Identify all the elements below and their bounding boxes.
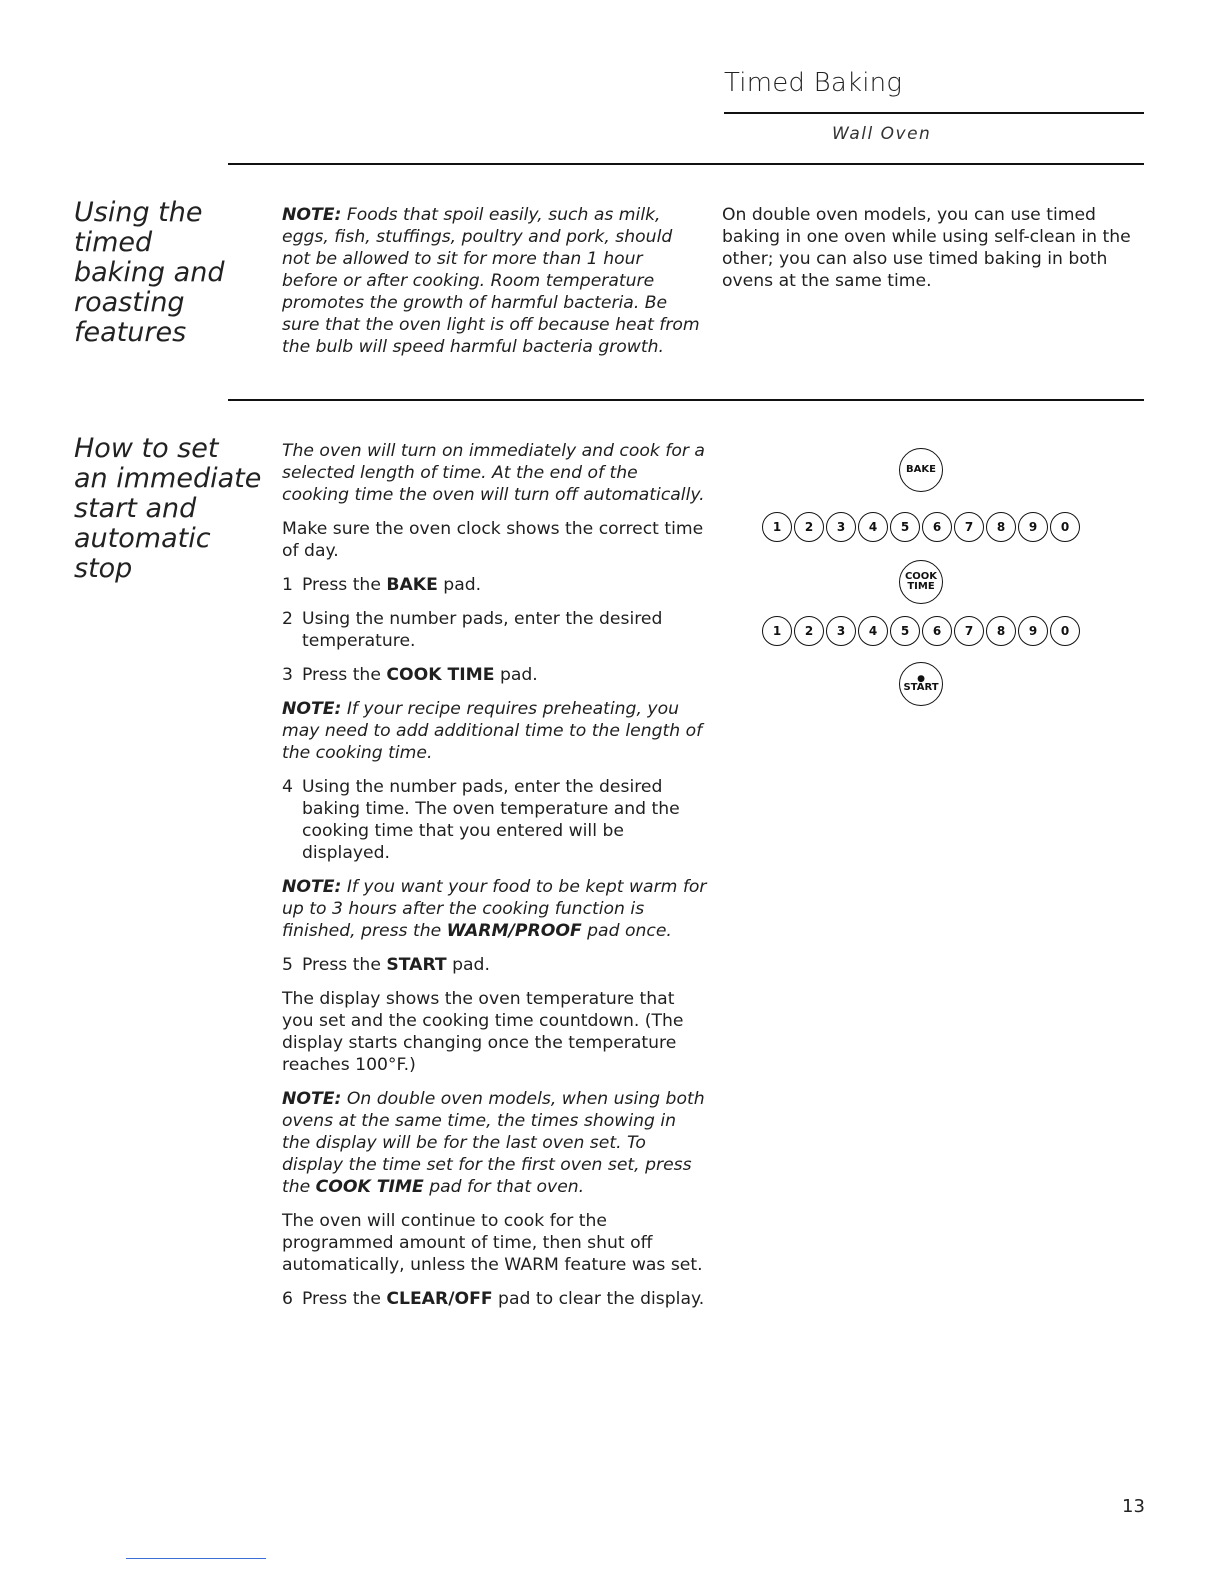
step-number: 2 [282,609,293,629]
note-label: NOTE: [282,877,342,897]
step-text: Using the number pads, enter the desired baking time. The oven temperature and the cooking time that you entered will be displayed. [302,777,680,863]
step-text: pad. [437,575,482,595]
cook-label: COOK [904,571,938,582]
section2-heading [74,434,261,584]
time-label: TIME [907,581,935,592]
heading-line: How to set [74,433,219,464]
number-pad-6: 6 [922,616,952,646]
number-pad-8: 8 [986,616,1016,646]
number-pad-9: 9 [1018,512,1048,542]
key-name: BAKE [386,575,438,595]
note-text: Foods that spoil easily, such as milk, eggs, fish, stuffings, poultry and pork, should not be allowed to sit for more than 1 hour before or after cooking. Room temperature promotes the growth of harmful bacteria. Be sure that the oven light is off because heat from the bulb will speed harmful bacteria growth. [282,205,700,357]
start-dot-icon: ● [917,674,925,684]
step-text: pad. [494,665,538,685]
number-pad-0: 0 [1050,616,1080,646]
instructions [282,440,707,1322]
number-pad-5: 5 [890,512,920,542]
heading-line: baking and [74,257,225,288]
note-2 [282,876,707,942]
step-6 [282,1288,707,1310]
key-name: CLEAR/OFF [386,1289,493,1309]
note-text: pad for that oven. [423,1177,585,1197]
step-5 [282,954,707,976]
step-1 [282,574,707,596]
number-pad-1: 1 [762,512,792,542]
number-pad-4: 4 [858,616,888,646]
bake-pad-icon: BAKE [899,448,943,492]
section1-right-text: On double oven models, you can use timed baking in one oven while using self-clean in the other; you can also use timed baking in both ovens at the same time. [722,205,1131,291]
heading-line: features [74,317,187,348]
number-pads-row-2 [762,616,1080,646]
number-pad-9: 9 [1018,616,1048,646]
note-1 [282,698,707,764]
section-divider-1 [228,163,1144,165]
cook-time-pad-icon [899,560,943,604]
step-2 [282,608,707,652]
step-number: 4 [282,777,293,797]
section-divider-2 [228,399,1144,401]
heading-line: stop [74,553,133,584]
heading-line: an immediate [74,463,262,494]
note-text: If your recipe requires preheating, you may need to add additional time to the length of the cooking time. [282,699,703,763]
title-rule [724,112,1144,114]
key-name: COOK TIME [315,1177,424,1197]
number-pad-7: 7 [954,616,984,646]
note-3 [282,1088,707,1198]
step-3 [282,664,707,686]
step-4 [282,776,707,864]
step-text: Press the [302,955,387,975]
continue-text: The oven will continue to cook for the programmed amount of time, then shut off automatically, unless the WARM feature was set. [282,1211,703,1275]
number-pad-4: 4 [858,512,888,542]
number-pad-1: 1 [762,616,792,646]
start-pad-icon [899,662,943,706]
number-pad-2: 2 [794,616,824,646]
step-text: Press the [302,575,387,595]
note-text: pad once. [581,921,672,941]
number-pad-3: 3 [826,512,856,542]
bottom-link-rule [126,1558,266,1559]
step-text: Press the [302,665,387,685]
number-pad-2: 2 [794,512,824,542]
page-number: 13 [1122,1496,1145,1517]
step-text: Press the [302,1289,387,1309]
number-pad-7: 7 [954,512,984,542]
number-pad-0: 0 [1050,512,1080,542]
key-name: WARM/PROOF [446,921,582,941]
step-text: pad. [446,955,490,975]
note-text: If you want your food to be kept warm for up to 3 hours after the cooking function is finished, press the [282,877,707,941]
section1-note [282,204,702,358]
step-number: 5 [282,955,293,975]
section1-heading [74,198,224,348]
number-pad-3: 3 [826,616,856,646]
number-pad-6: 6 [922,512,952,542]
step-text: Using the number pads, enter the desired temperature. [302,609,663,651]
display-text: The display shows the oven temperature that you set and the cooking time countdown. (The display starts changing once the temperature reaches 100°F.) [282,989,684,1075]
key-name: START [386,955,447,975]
number-pad-5: 5 [890,616,920,646]
note-label: NOTE: [282,205,342,225]
number-pads-row-1 [762,512,1080,542]
key-name: COOK TIME [386,665,495,685]
heading-line: start and [74,493,197,524]
page-title: Timed Baking [724,68,903,98]
step-number: 1 [282,575,293,595]
start-label: START [903,682,939,693]
heading-line: automatic [74,523,211,554]
note-label: NOTE: [282,699,342,719]
step-text: pad to clear the display. [492,1289,705,1309]
number-pad-8: 8 [986,512,1016,542]
heading-line: Using the [74,197,203,228]
clock-text: Make sure the oven clock shows the correct time of day. [282,519,704,561]
step-number: 6 [282,1289,293,1309]
heading-line: roasting [74,287,185,318]
intro-text: The oven will turn on immediately and cook for a selected length of time. At the end of the cooking time the oven will turn off automatically. [282,441,705,505]
note-label: NOTE: [282,1089,342,1109]
page-subtitle: Wall Oven [832,124,932,144]
heading-line: timed [74,227,153,258]
note-text: On double oven models, when using both ovens at the same time, the times showing in the display will be for the last oven set. To display the time set for the first oven set, press the [282,1089,705,1197]
step-number: 3 [282,665,293,685]
